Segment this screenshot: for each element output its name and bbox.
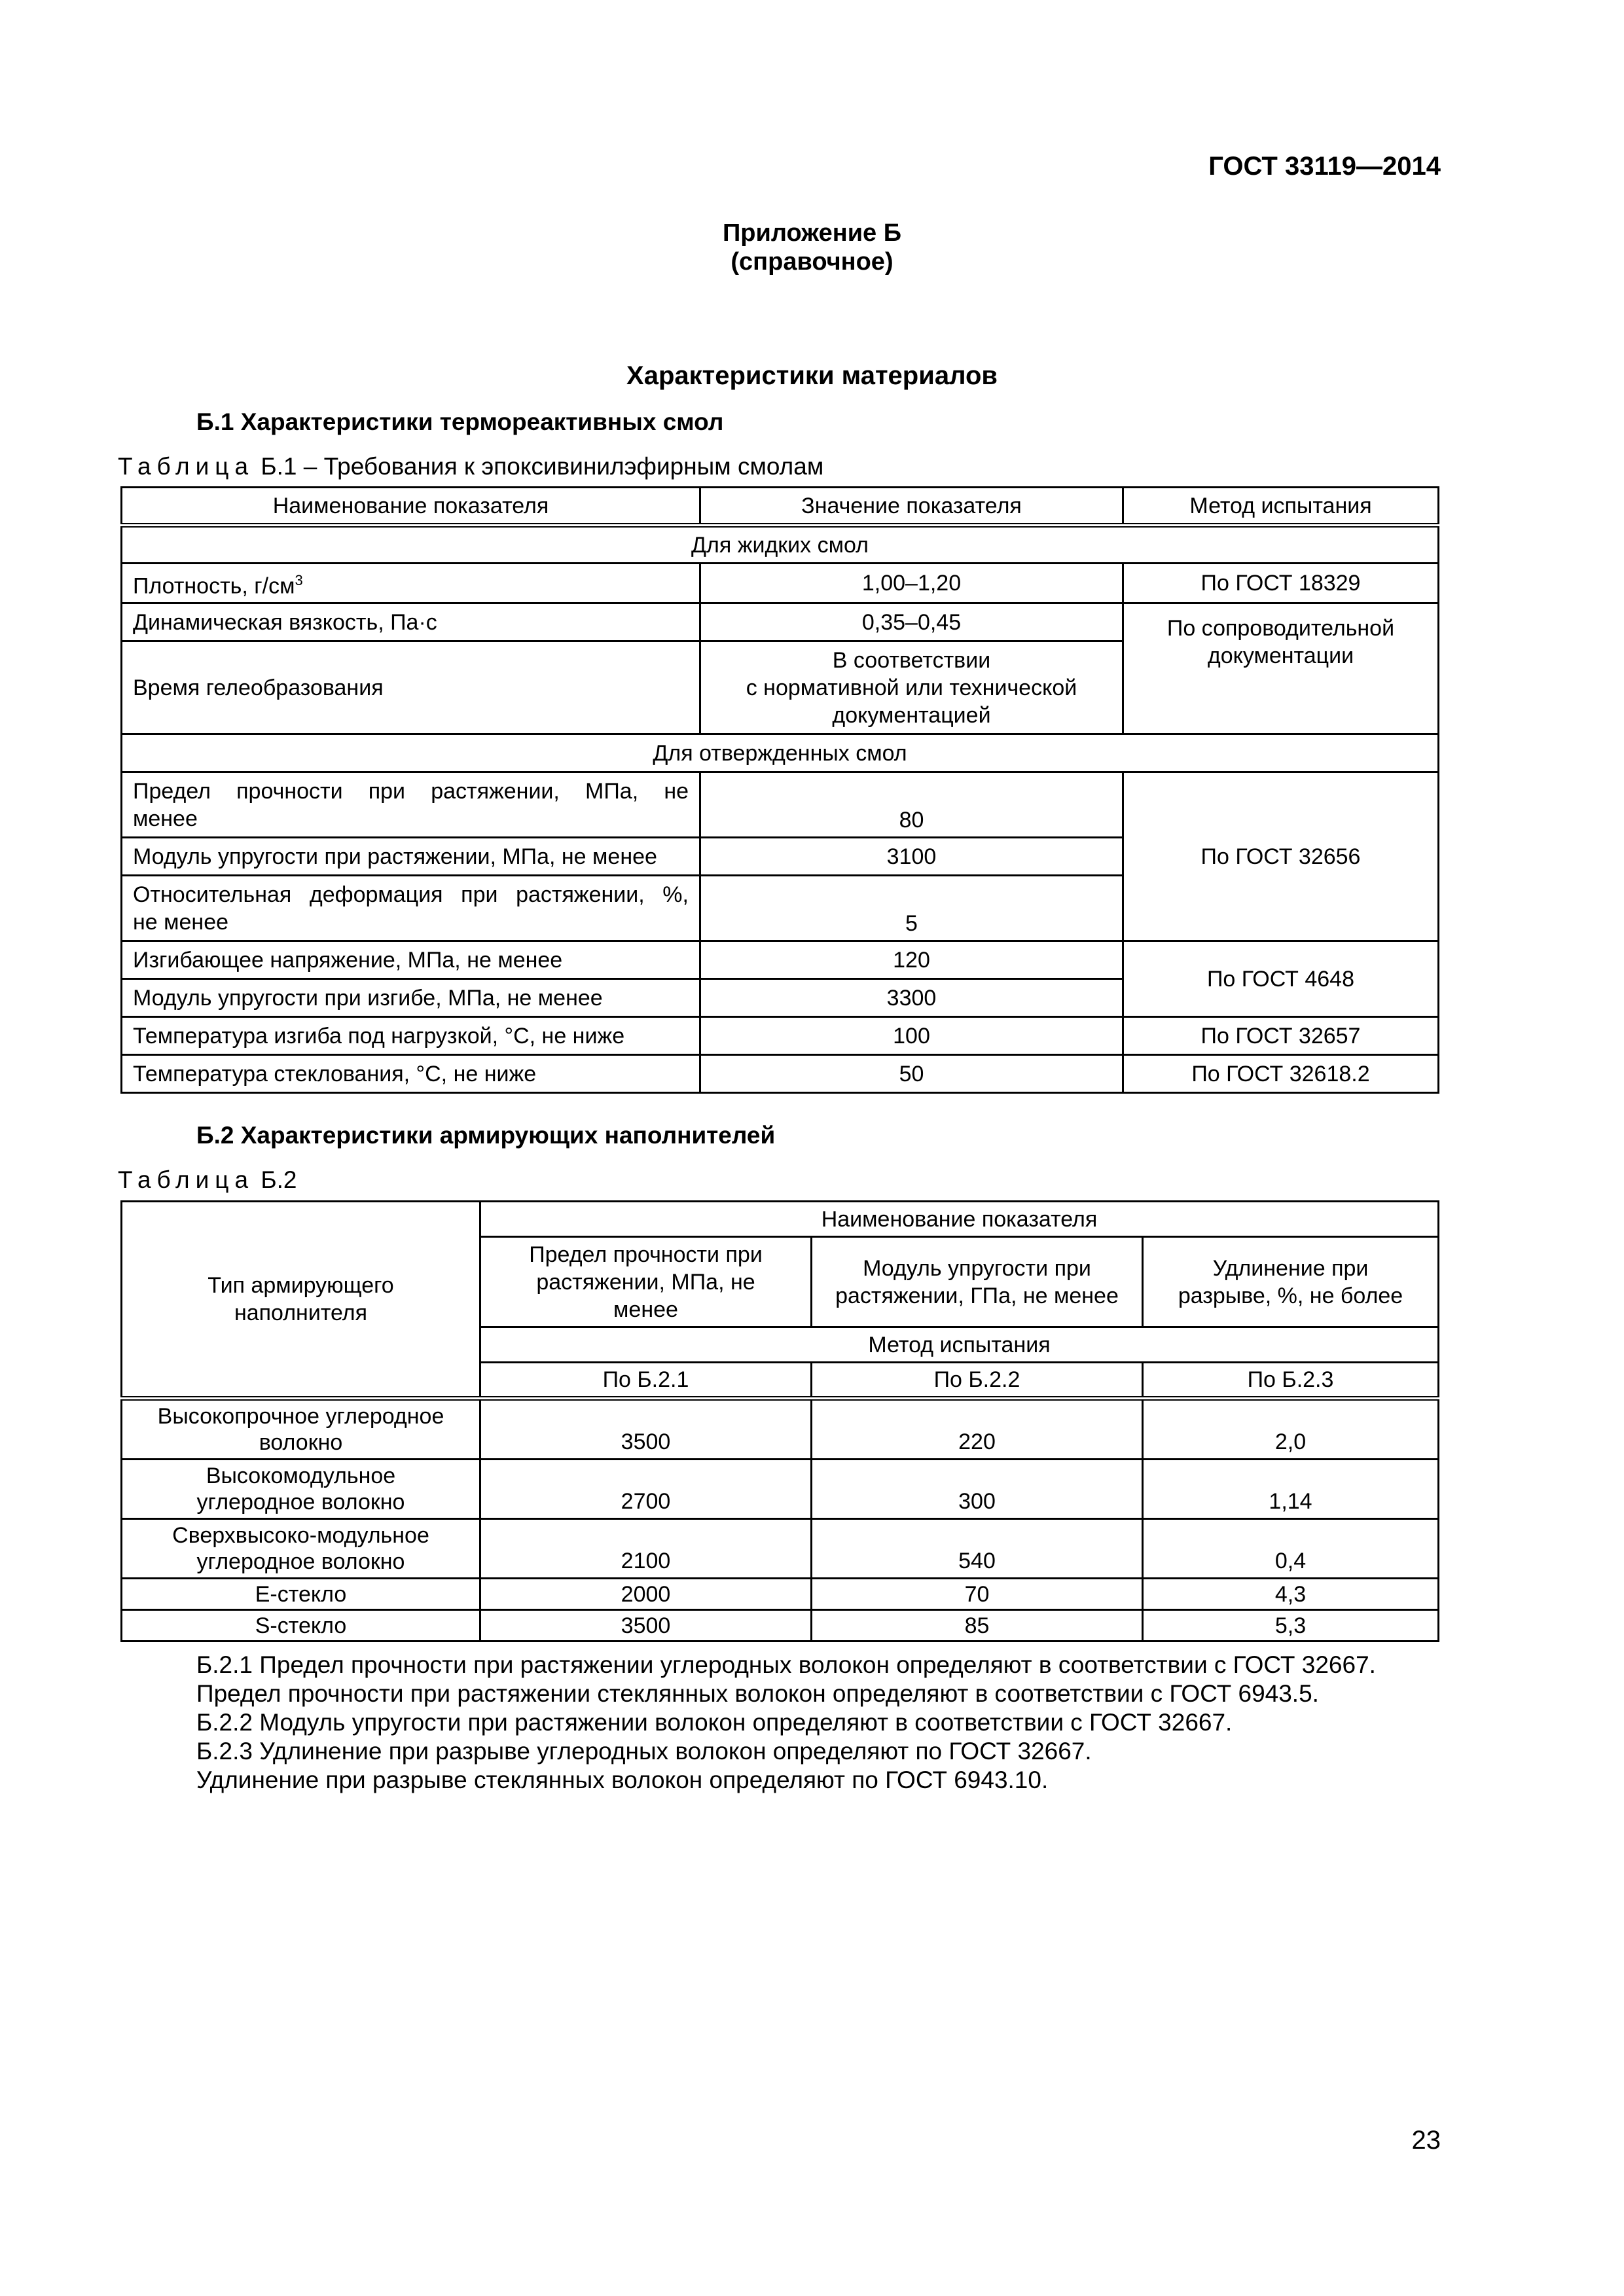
table-b1-header-row	[122, 488, 1439, 526]
table-b2-header-modulus: Модуль упругости при растяжении, ГПа, не менее	[812, 1237, 1143, 1327]
row-type: Высокомодульное углеродное волокно	[122, 1460, 480, 1519]
note-line: Предел прочности при растяжении стеклянных волокон определяют в соответствии с ГОСТ 6943.5.	[196, 1680, 1319, 1707]
row-value-density: 1,00–1,20	[700, 564, 1123, 603]
row-elongation: 4,3	[1143, 1579, 1439, 1610]
table-b2-header-strength: Предел прочности при растяжении, МПа, не менее	[480, 1237, 812, 1327]
row-method-tensile: По ГОСТ 32656	[1123, 772, 1439, 941]
row-name-tg: Температура стеклования, °С, не ниже	[122, 1055, 700, 1093]
table-b1-caption-text: Б.1 – Требования к эпоксивинилэфирным смолам	[254, 453, 824, 480]
row-name-flex-stress: Изгибающее напряжение, МПа, не менее	[122, 941, 700, 979]
row-name-gel-time: Время гелеобразования	[122, 641, 700, 734]
table-b2-method-modulus: По Б.2.2	[812, 1363, 1143, 1399]
table-row	[122, 603, 1439, 641]
row-value-tensile-strength: 80	[700, 772, 1123, 838]
table-row	[122, 1055, 1439, 1093]
note-line: Б.2.1 Предел прочности при растяжении углеродных волокон определяют в соответствии с ГОСТ 32667.	[196, 1651, 1376, 1678]
row-name-viscosity: Динамическая вязкость, Па·с	[122, 603, 700, 641]
appendix-subtitle: (справочное)	[731, 248, 893, 276]
note-line: Б.2.3 Удлинение при разрыве углеродных волокон определяют по ГОСТ 32667.	[196, 1738, 1092, 1765]
table-b2-header-elongation: Удлинение при разрыве, %, не более	[1143, 1237, 1439, 1327]
row-value-flex-stress: 120	[700, 941, 1123, 979]
table-row	[122, 772, 1439, 838]
row-modulus: 300	[812, 1460, 1143, 1519]
table-row	[122, 564, 1439, 603]
row-elongation: 5,3	[1143, 1610, 1439, 1641]
row-value-hdt: 100	[700, 1017, 1123, 1055]
table-b1-header-name: Наименование показателя	[122, 488, 700, 526]
row-strength: 2100	[480, 1519, 812, 1579]
row-name-tensile-modulus: Модуль упругости при растяжении, МПа, не менее	[122, 838, 700, 876]
row-value-tensile-modulus: 3100	[700, 838, 1123, 876]
table-b2-caption	[118, 1166, 297, 1194]
row-name-tensile-strength: Предел прочности при растяжении, МПа, не менее	[122, 772, 700, 838]
table-row	[122, 1579, 1439, 1610]
subsection-b2-title: Б.2 Характеристики армирующих наполнителей	[196, 1122, 776, 1149]
table-b2-caption-text: Б.2	[254, 1166, 297, 1193]
appendix-title: Приложение Б	[722, 219, 902, 247]
table-b2-method-strength: По Б.2.1	[480, 1363, 812, 1399]
row-modulus: 540	[812, 1519, 1143, 1579]
row-elongation: 1,14	[1143, 1460, 1439, 1519]
row-modulus: 85	[812, 1610, 1143, 1641]
row-strength: 2700	[480, 1460, 812, 1519]
row-type: Е-стекло	[122, 1579, 480, 1610]
row-value-elongation: 5	[700, 876, 1123, 941]
row-value-flex-modulus: 3300	[700, 979, 1123, 1017]
row-strength: 3500	[480, 1399, 812, 1460]
row-name-elongation: Относительная деформация при растяжении, %, не менее	[122, 876, 700, 941]
table-b1-header-method: Метод испытания	[1123, 488, 1439, 526]
note-line: Удлинение при разрыве стеклянных волокон определяют по ГОСТ 6943.10.	[196, 1767, 1049, 1793]
table-row	[122, 1460, 1439, 1519]
table-b2-header-type: Тип армирующего наполнителя	[122, 1202, 480, 1399]
group-label: Для отвержденных смол	[122, 734, 1439, 772]
page-number: 23	[1411, 2126, 1441, 2155]
table-b1-caption	[118, 453, 823, 480]
row-method-density: По ГОСТ 18329	[1123, 564, 1439, 603]
subsection-b1-title: Б.1 Характеристики термореактивных смол	[196, 408, 724, 435]
row-method-tg: По ГОСТ 32618.2	[1123, 1055, 1439, 1093]
row-strength: 3500	[480, 1610, 812, 1641]
row-value-viscosity: 0,35–0,45	[700, 603, 1123, 641]
row-method-hdt: По ГОСТ 32657	[1123, 1017, 1439, 1055]
table-b2-notes	[196, 1651, 1376, 1795]
table-row	[122, 1399, 1439, 1460]
row-value-tg: 50	[700, 1055, 1123, 1093]
row-name-flex-modulus: Модуль упругости при изгибе, МПа, не менее	[122, 979, 700, 1017]
table-b1-header-value: Значение показателя	[700, 488, 1123, 526]
table-b2-method-elongation: По Б.2.3	[1143, 1363, 1439, 1399]
row-method-flex: По ГОСТ 4648	[1123, 941, 1439, 1017]
table-row	[122, 1519, 1439, 1579]
table-b2	[120, 1200, 1439, 1642]
section-title: Характеристики материалов	[626, 361, 998, 390]
table-b1	[120, 486, 1439, 1094]
row-value-gel-time: В соответствии с нормативной или технической документацией	[700, 641, 1123, 734]
table-b2-header-method: Метод испытания	[480, 1327, 1439, 1363]
group-label: Для жидких смол	[122, 526, 1439, 564]
table-row	[122, 941, 1439, 979]
document-number: ГОСТ 33119—2014	[1208, 152, 1441, 181]
table-b1-caption-prefix: Таблица	[118, 453, 255, 480]
row-name-hdt: Температура изгиба под нагрузкой, °С, не ниже	[122, 1017, 700, 1055]
table-b2-caption-prefix: Таблица	[118, 1166, 255, 1193]
row-type: Высокопрочное углеродное волокно	[122, 1399, 480, 1460]
row-type: Сверхвысоко-модульное углеродное волокно	[122, 1519, 480, 1579]
row-modulus: 220	[812, 1399, 1143, 1460]
row-modulus: 70	[812, 1579, 1143, 1610]
row-strength: 2000	[480, 1579, 812, 1610]
table-row	[122, 1017, 1439, 1055]
table-b2-header-row-1	[122, 1202, 1439, 1237]
note-line: Б.2.2 Модуль упругости при растяжении волокон определяют в соответствии с ГОСТ 32667.	[196, 1709, 1233, 1736]
row-type: S-стекло	[122, 1610, 480, 1641]
table-b2-header-indicator: Наименование показателя	[480, 1202, 1439, 1237]
row-elongation: 2,0	[1143, 1399, 1439, 1460]
row-method-liquid: По сопроводительной документации	[1123, 603, 1439, 734]
table-row	[122, 1610, 1439, 1641]
table-b1-group-liquid	[122, 526, 1439, 564]
row-elongation: 0,4	[1143, 1519, 1439, 1579]
row-name-density: Плотность, $г/см^3$	[122, 564, 700, 603]
table-b1-group-cured	[122, 734, 1439, 772]
